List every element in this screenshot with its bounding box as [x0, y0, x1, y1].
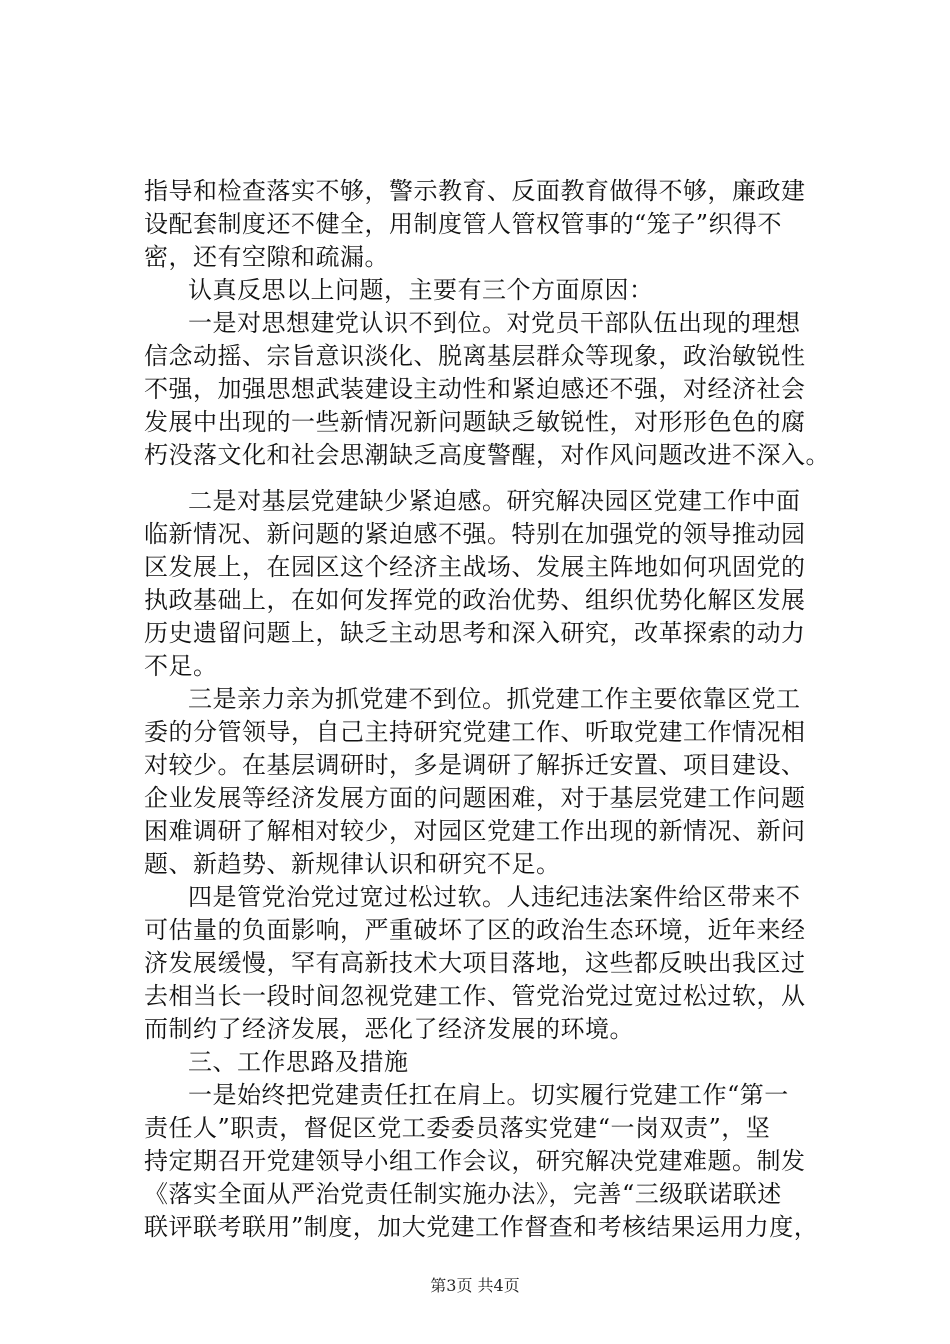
paragraph-start-line: 一是对思想建党认识不到位。对党员干部队伍出现的理想: [188, 309, 801, 337]
text-line: 不强，加强思想武装建设主动性和紧迫感还不强，对经济社会: [144, 375, 806, 403]
paragraph-start-line: 一是始终把党建责任扛在肩上。切实履行党建工作“第一: [188, 1081, 789, 1109]
text-line: 企业发展等经济发展方面的问题困难，对于基层党建工作问题: [144, 784, 806, 812]
text-line: 执政基础上，在如何发挥党的政治优势、组织优势化解区发展: [144, 586, 806, 614]
text-line: 《落实全面从严治党责任制实施办法》，完善“三级联诺联述: [144, 1180, 782, 1208]
text-line: 持定期召开党建领导小组工作会议，研究解决党建难题。制发: [144, 1147, 806, 1175]
text-line: 责任人”职责，督促区党工委委员落实党建“一岗双责”，坚: [144, 1114, 771, 1142]
page-footer: 第3页 共4页: [430, 1276, 520, 1295]
text-line: 不足。: [144, 652, 218, 680]
text-line: 委的分管领导，自己主持研究党建工作、听取党建工作情况相: [144, 718, 806, 746]
text-line: 密，还有空隙和疏漏。: [144, 243, 389, 271]
text-line: 设配套制度还不健全，用制度管人管权管事的“笼子”织得不: [144, 210, 783, 238]
text-line: 题、新趋势、新规律认识和研究不足。: [144, 850, 561, 878]
text-line: 信念动摇、宗旨意识淡化、脱离基层群众等现象，政治敏锐性: [144, 342, 806, 370]
text-line: 历史遗留问题上，缺乏主动思考和深入研究，改革探索的动力: [144, 619, 806, 647]
text-line: 临新情况、新问题的紧迫感不强。特别在加强党的领导推动园: [144, 520, 806, 548]
text-line: 指导和检查落实不够，警示教育、反面教育做得不够，廉政建: [144, 177, 806, 205]
text-line: 去相当长一段时间忽视党建工作、管党治党过宽过松过软，从: [144, 982, 806, 1010]
text-line: 困难调研了解相对较少，对园区党建工作出现的新情况、新问: [144, 817, 806, 845]
text-line: 区发展上，在园区这个经济主战场、发展主阵地如何巩固党的: [144, 553, 806, 581]
paragraph-start-line: 认真反思以上问题，主要有三个方面原因：: [188, 276, 654, 304]
text-line: 联评联考联用”制度，加大党建工作督查和考核结果运用力度，: [144, 1213, 819, 1241]
text-line: 朽没落文化和社会思潮缺乏高度警醒，对作风问题改进不深入。: [144, 441, 830, 469]
section-heading: 三、工作思路及措施: [188, 1048, 409, 1076]
text-line: 发展中出现的一些新情况新问题缺乏敏锐性，对形形色色的腐: [144, 408, 806, 436]
text-line: 对较少。在基层调研时，多是调研了解拆迁安置、项目建设、: [144, 751, 806, 779]
paragraph-start-line: 二是对基层党建缺少紧迫感。研究解决园区党建工作中面: [188, 487, 801, 515]
text-line: 济发展缓慢，罕有高新技术大项目落地，这些都反映出我区过: [144, 949, 806, 977]
paragraph-start-line: 三是亲力亲为抓党建不到位。抓党建工作主要依靠区党工: [188, 685, 801, 713]
text-line: 而制约了经济发展，恶化了经济发展的环境。: [144, 1015, 634, 1043]
paragraph-start-line: 四是管党治党过宽过松过软。人违纪违法案件给区带来不: [188, 883, 801, 911]
text-line: 可估量的负面影响，严重破坏了区的政治生态环境，近年来经: [144, 916, 806, 944]
